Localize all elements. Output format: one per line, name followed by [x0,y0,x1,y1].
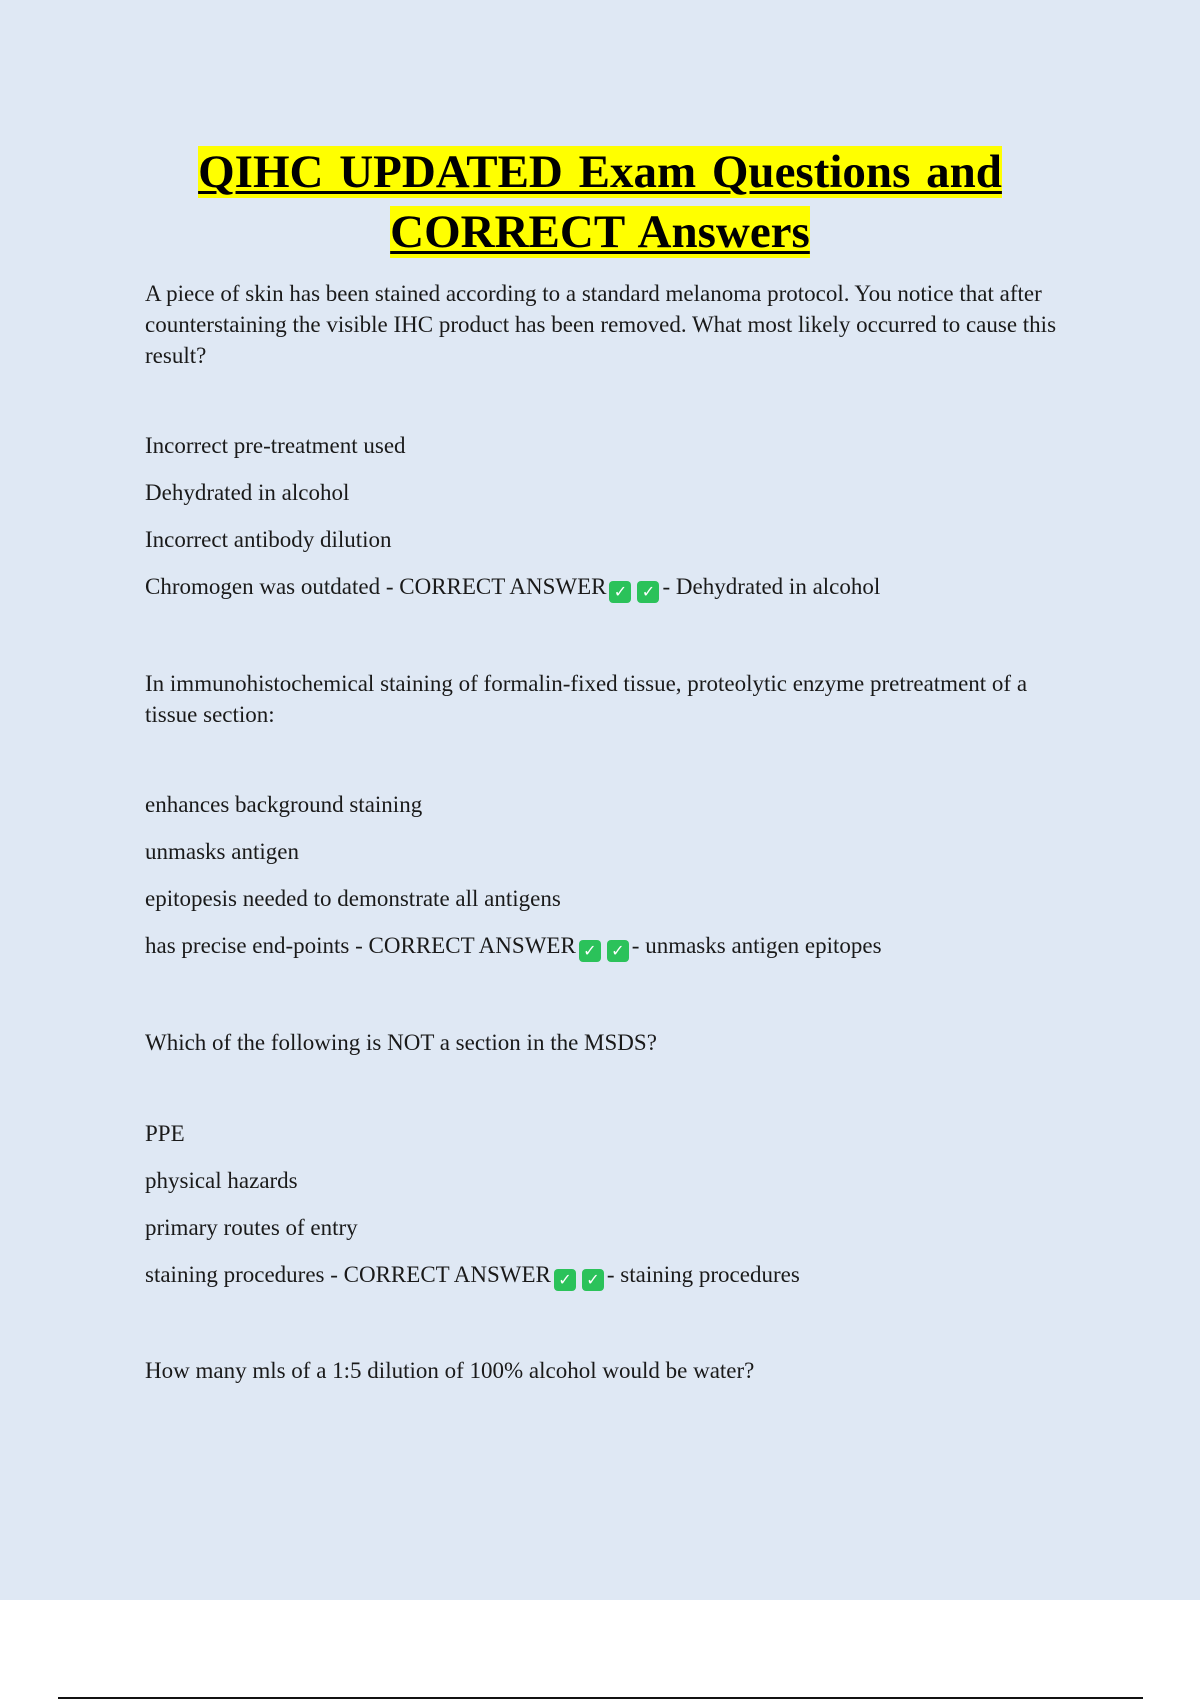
question-block [145,278,1085,371]
question-text: A piece of skin has been stained according to a standard melanoma protocol. You notice that after counterstaining the visible IHC product has been removed. What most likely occurred to cause this result? [145,281,1057,368]
title-line-1: QIHC UPDATED Exam Questions and [198,146,1002,198]
check-mark-icon: ✓ [582,1269,604,1291]
check-mark-icon: ✓ [609,581,631,603]
option-item: enhances background staining [145,792,423,817]
footer-divider [58,1697,1143,1699]
correct-answer-label: - CORRECT ANSWER [330,1262,551,1287]
check-mark-icon: ✓ [554,1269,576,1291]
option-item: primary routes of entry [145,1215,358,1240]
option-item: staining procedures [145,1262,325,1287]
question-text: How many mls of a 1:5 dilution of 100% alcohol would be water? [145,1358,755,1383]
correct-answer-label: - CORRECT ANSWER [385,574,607,599]
correct-answer-text: - Dehydrated in alcohol [662,574,881,599]
option-item: epitopesis needed to demonstrate all antigens [145,886,561,911]
option-list [145,789,1085,962]
option-item: Incorrect pre-treatment used [145,433,406,458]
option-list [145,1118,1085,1291]
correct-answer-text: - unmasks antigen epitopes [631,933,882,958]
option-item: physical hazards [145,1168,298,1193]
question-text: Which of the following is NOT a section in the MSDS? [145,1030,657,1055]
question-block [145,1027,1085,1058]
correct-answer-label: - CORRECT ANSWER [355,933,576,958]
option-item: PPE [145,1121,185,1146]
check-mark-icon: ✓ [607,940,629,962]
document-title [0,142,1200,262]
title-line-2: CORRECT Answers [390,206,810,258]
check-mark-icon: ✓ [579,940,601,962]
option-item: has precise end-points [145,933,350,958]
answer-line [145,930,1085,962]
answer-line [145,571,1085,603]
option-item: Incorrect antibody dilution [145,527,392,552]
question-block [145,1355,1085,1386]
option-list [145,430,1085,603]
option-item: unmasks antigen [145,839,299,864]
check-mark-icon: ✓ [637,581,659,603]
option-item: Dehydrated in alcohol [145,480,350,505]
question-block [145,668,1085,730]
answer-line [145,1259,1085,1291]
option-item: Chromogen was outdated [145,574,381,599]
question-text: In immunohistochemical staining of formalin-fixed tissue, proteolytic enzyme pretreatment of a tissue section: [145,671,1028,727]
correct-answer-text: - staining procedures [606,1262,800,1287]
